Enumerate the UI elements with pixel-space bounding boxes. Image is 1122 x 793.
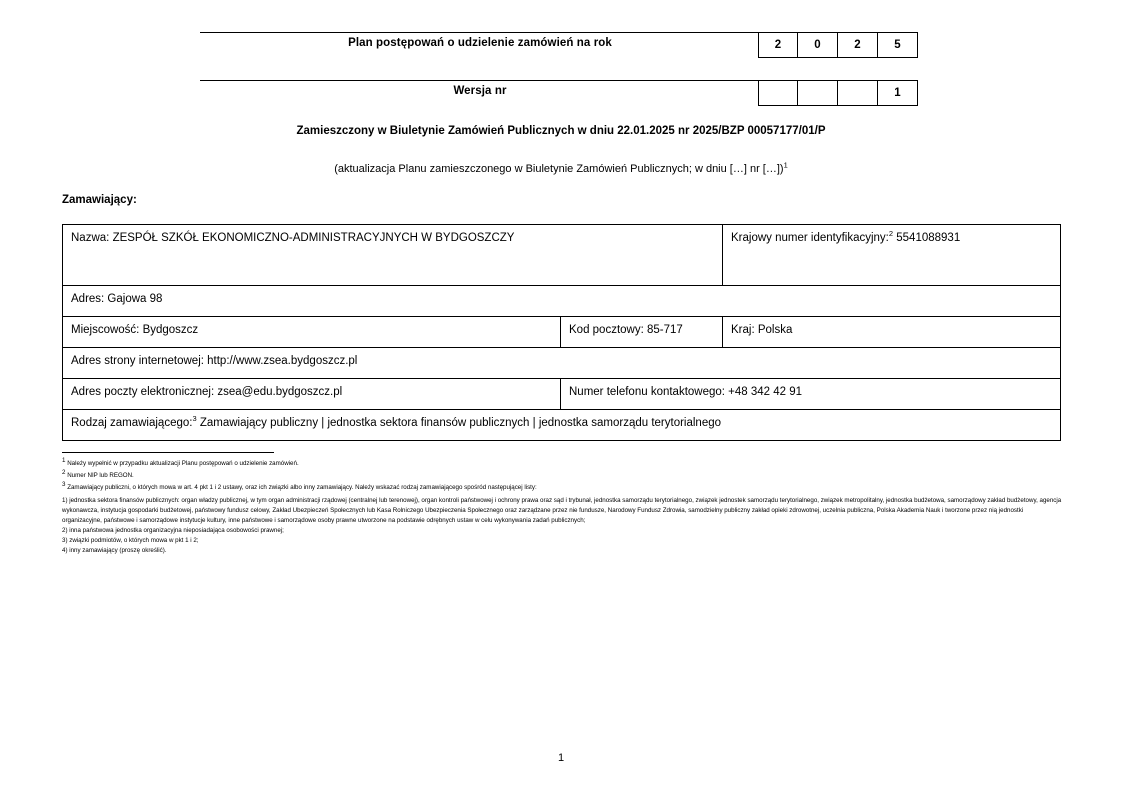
year-box-group (758, 32, 918, 58)
footnote-3-item-3: 3) związki podmiotów, o których mowa w pkt 1 i 2; (62, 536, 199, 544)
cell-city[interactable]: Miejscowość: Bydgoszcz (63, 317, 561, 348)
name-value: ZESPÓŁ SZKÓŁ EKONOMICZNO-ADMINISTRACYJNYCH W BYDGOSZCZY (112, 232, 515, 244)
plan-year-header-row (200, 32, 920, 60)
footnote-3-item-4: 4) inny zamawiający (proszę określić). (62, 546, 167, 554)
cell-country[interactable]: Kraj: Polska (723, 317, 1061, 348)
national-id-footnote-ref: 2 (888, 229, 894, 239)
table-row-name (63, 225, 1061, 286)
plan-title-wrap (200, 32, 760, 60)
table-row-type (63, 410, 1061, 441)
year-box-2[interactable]: 0 (798, 32, 838, 58)
footnote-3-item-2: 2) inna państwowa jednostka organizacyjna nieposiadająca osobowości prawnej; (62, 526, 284, 534)
footnote-1-text: Należy wypełnić w przypadku aktualizacji Planu postępowań o udzielenie zamówień. (67, 460, 299, 467)
year-box-1[interactable]: 2 (758, 32, 798, 58)
cell-address[interactable]: Adres: Gajowa 98 (63, 286, 1061, 317)
version-title-rule (200, 80, 760, 81)
footnote-3 (62, 483, 1062, 493)
footnote-2 (62, 471, 1062, 481)
footnotes-block (62, 456, 1062, 556)
cell-email[interactable]: Adres poczty elektronicznej: zsea@edu.bydgoszcz.pl (63, 379, 561, 410)
authority-type-value: Zamawiający publiczny | jednostka sektora finansów publicznych | jednostka samorządu terytorialnego (199, 417, 722, 429)
table-row-website (63, 348, 1061, 379)
footnote-1 (62, 456, 1062, 469)
published-line: Zamieszczony w Biuletynie Zamówień Publicznych w dniu 22.01.2025 nr 2025/BZP 00057177/01/P (296, 125, 826, 137)
year-box-4[interactable]: 5 (878, 32, 918, 58)
national-id-label: Krajowy numer identyfikacyjny: (731, 232, 889, 244)
table-row-city (63, 317, 1061, 348)
authority-type-label: Rodzaj zamawiającego: (71, 417, 193, 429)
version-box-4[interactable]: 1 (878, 80, 918, 106)
version-header-row (200, 80, 920, 108)
version-box-2[interactable] (798, 80, 838, 106)
contracting-authority-table (62, 224, 1061, 441)
version-box-3[interactable] (838, 80, 878, 106)
footnote-3-text: Zamawiający publiczni, o których mowa w art. 4 pkt 1 i 2 ustawy, oraz ich związki albo inny zamawiający. Należy wskazać rodzaj zamawiającego spośród następującej listy: (67, 484, 537, 492)
table-row-contact (63, 379, 1061, 410)
footnote-3-item-1: 1) jednostka sektora finansów publicznych: organ władzy publicznej, w tym organ administracji rządowej (centralnej lub terenowej), organ kontroli państwowej i ochrony prawa oraz sąd i trybunał, jednostka samorządu terytorialnego, związek jednostek samorządu terytorialnego, związek metropolitalny, jednostka budżetowa, samorządowy zakład budżetowy, agencja wykonawcza, instytucja gospodarki budżetowej, państwowy fundusz celowy, Zakład Ubezpieczeń Społecznych lub Kasa Rolniczego Ubezpieczenia Społecznego oraz zarządzane przez nie fundusze, Narodowy Fundusz Zdrowia, samodzielny publiczny zakład opieki zdrowotnej, uczelnia publiczna, Polska Akademia Nauk i tworzone przez nią jednostki organizacyjne, państwowe i samorządowe instytucje kultury, inne państwowe i samorządowe osoby prawne utworzone na podstawie odrębnych ustaw w celu wykonywania zadań publicznych; (62, 496, 1062, 524)
cell-website[interactable]: Adres strony internetowej: http://www.zsea.bydgoszcz.pl (63, 348, 1061, 379)
update-line (0, 160, 1122, 175)
footnote-3-marker: 3 (62, 481, 66, 489)
version-box-1[interactable] (758, 80, 798, 106)
authority-type-footnote-ref: 3 (192, 414, 197, 424)
plan-title: Plan postępowań o udzielenie zamówień na rok (348, 37, 612, 49)
year-box-3[interactable]: 2 (838, 32, 878, 58)
name-label: Nazwa: (71, 232, 110, 244)
version-title: Wersja nr (453, 85, 507, 97)
cell-phone[interactable]: Numer telefonu kontaktowego: +48 342 42 91 (561, 379, 1061, 410)
plan-title-rule (200, 32, 760, 33)
cell-national-id[interactable] (723, 225, 1061, 286)
cell-postal-code[interactable]: Kod pocztowy: 85-717 (561, 317, 723, 348)
cell-name[interactable] (63, 225, 723, 286)
version-title-wrap (200, 80, 760, 108)
footnote-2-text: Numer NIP lub REGON. (67, 472, 134, 480)
footnote-1-marker: 1 (62, 456, 66, 464)
footnote-separator (62, 452, 274, 453)
table-row-address (63, 286, 1061, 317)
national-id-value: 5541088931 (896, 232, 961, 244)
page-number: 1 (557, 752, 565, 764)
cell-authority-type[interactable] (63, 410, 1061, 441)
update-line-footnote-ref: 1 (783, 160, 788, 170)
update-line-text: (aktualizacja Planu zamieszczonego w Biuletynie Zamówień Publicznych; w dniu […] nr […]) (334, 163, 784, 175)
version-box-group (758, 80, 918, 106)
footnote-2-marker: 2 (62, 469, 66, 477)
contracting-authority-label: Zamawiający: (62, 194, 137, 206)
